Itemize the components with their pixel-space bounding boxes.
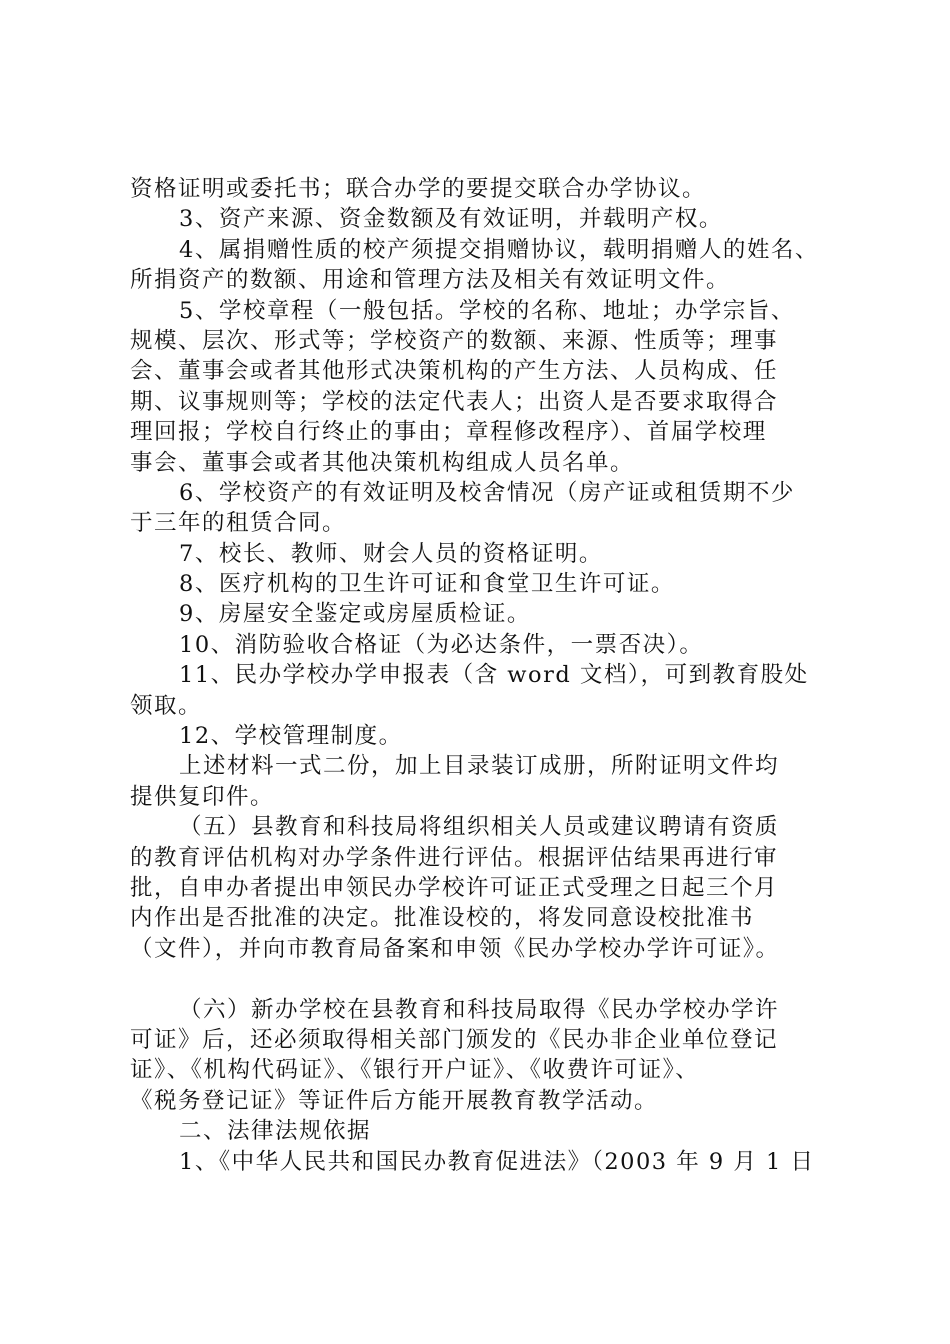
text-line: 8、医疗机构的卫生许可证和食堂卫生许可证。 <box>179 571 675 598</box>
text-line: 内作出是否批准的决定。批准设校的，将发同意设校批准书 <box>130 905 755 932</box>
text-line: 11、民办学校办学申报表（含 word 文档），可到教育股处 <box>179 662 809 689</box>
text-line: 3、资产来源、资金数额及有效证明，并载明产权。 <box>179 206 723 233</box>
text-line: 5、学校章程（一般包括。学校的名称、地址；办学宗旨、 <box>179 297 795 324</box>
text-line: 所捐资产的数额、用途和管理方法及相关有效证明文件。 <box>130 267 731 294</box>
text-line: 1、《中华人民共和国民办教育促进法》（2003 年 9 月 1 日 <box>179 1148 815 1175</box>
text-line: 提供复印件。 <box>130 783 275 810</box>
text-line: （六）新办学校在县教育和科技局取得《民办学校办学许 <box>179 996 780 1023</box>
text-line: 二、法律法规依据 <box>179 1118 372 1145</box>
text-line: 期、议事规则等；学校的法定代表人；出资人是否要求取得合 <box>130 388 779 415</box>
text-line: 12、学校管理制度。 <box>179 723 403 750</box>
text-line: （五）县教育和科技局将组织相关人员或建议聘请有资质 <box>179 814 780 841</box>
text-line: 事会、董事会或者其他决策机构组成人员名单。 <box>130 449 635 476</box>
text-line: 的教育评估机构对办学条件进行评估。根据评估结果再进行审 <box>130 844 779 871</box>
text-line: 10、消防验收合格证（为必达条件，一票否决）。 <box>179 631 704 658</box>
text-line: 证》、《机构代码证》、《银行开户证》、《收费许可证》、 <box>130 1057 700 1084</box>
text-line: 7、校长、教师、财会人员的资格证明。 <box>179 540 603 567</box>
text-line: 上述材料一式二份，加上目录装订成册，所附证明文件均 <box>179 753 780 780</box>
text-line: 于三年的租赁合同。 <box>130 510 347 537</box>
text-line: 会、董事会或者其他形式决策机构的产生方法、人员构成、任 <box>130 358 779 385</box>
text-line: 资格证明或委托书；联合办学的要提交联合办学协议。 <box>130 176 707 202</box>
text-line: 4、属捐赠性质的校产须提交捐赠协议，载明捐赠人的姓名、 <box>179 236 819 263</box>
text-line: 领取。 <box>130 692 203 719</box>
text-line: 批，自申办者提出申领民办学校许可证正式受理之日起三个月 <box>130 874 779 901</box>
text-line: 可证》后，还必须取得相关部门颁发的《民办非企业单位登记 <box>130 1026 779 1053</box>
document-body <box>130 174 850 1177</box>
text-line: 《税务登记证》等证件后方能开展教育教学活动。 <box>130 1087 659 1114</box>
text-line: 6、学校资产的有效证明及校舍情况（房产证或租赁期不少 <box>179 479 795 506</box>
text-line: 9、房屋安全鉴定或房屋质检证。 <box>179 601 531 628</box>
text-line: （文件），并向市教育局备案和申领《民办学校办学许可证》。 <box>130 935 780 962</box>
text-line: 规模、层次、形式等；学校资产的数额、来源、性质等；理事 <box>130 327 779 354</box>
text-line: 理回报；学校自行终止的事由；章程修改程序）、首届学校理 <box>130 419 767 446</box>
